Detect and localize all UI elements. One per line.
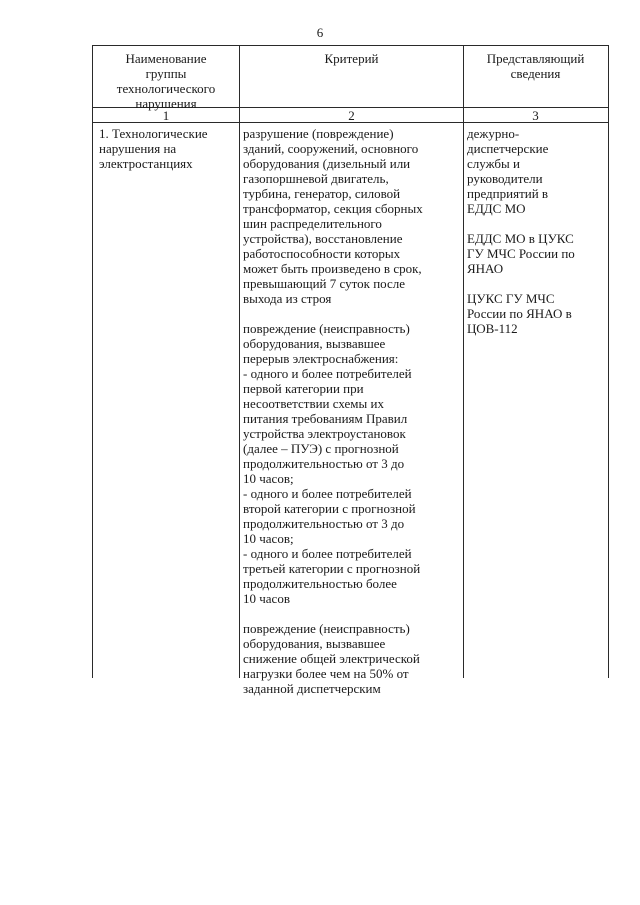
reporter-text: ЕДДС МО в ЦУКС ГУ МЧС России по ЯНАО [467,231,575,276]
header-group-name: Наименование группы технологического нарушения [116,51,216,111]
criterion-text: повреждение (неисправность) оборудования, вызвавшее перерыв электроснабжения: - одного и более потребителей первой категории при несоответствии схемы их питания требованиям Правил устройства электроустановок (далее – ПУЭ) с прогнозной продолжительностью от 3 до 10 часов; - одного и более потребителей второй категории с прогнозной продолжительностью от 3 до 10 часов; - одного и более потребителей третьей категории с прогнозной продолжительностью более 10 часов [243,321,421,606]
reporters-cell [467,126,607,336]
column-divider [463,46,464,678]
group-cell [99,126,237,171]
column-number-3: 3 [532,108,539,123]
reporter-text: дежурно- диспетчерские службы и руководители предприятий в ЕДДС МО [467,126,549,216]
criterion-text: повреждение (неисправность) оборудования, вызвавшее снижение общей электрической нагрузки более чем на 50% от заданной диспетчерским [243,621,420,696]
column-number-2: 2 [348,108,355,123]
header-criterion: Критерий [324,51,379,66]
data-table [92,45,609,696]
page-number: 6 [316,25,324,40]
reporter-text: ЦУКС ГУ МЧС России по ЯНАО в ЦОВ-112 [467,291,572,336]
criterion-text: разрушение (повреждение) зданий, сооружений, основного оборудования (дизельный или газопоршневой двигатель, турбина, генератор, силовой трансформатор, секция сборных шин распределительного устройства), восстановление работоспособности которых может быть произведено в срок, превышающий 7 суток после выхода из строя [243,126,423,306]
group-name: 1. Технологические нарушения на электростанциях [99,126,208,171]
column-divider [239,46,240,678]
criteria-cell [243,126,462,696]
column-number-1: 1 [162,108,170,123]
header-reporter: Представляющий сведения [486,51,585,81]
